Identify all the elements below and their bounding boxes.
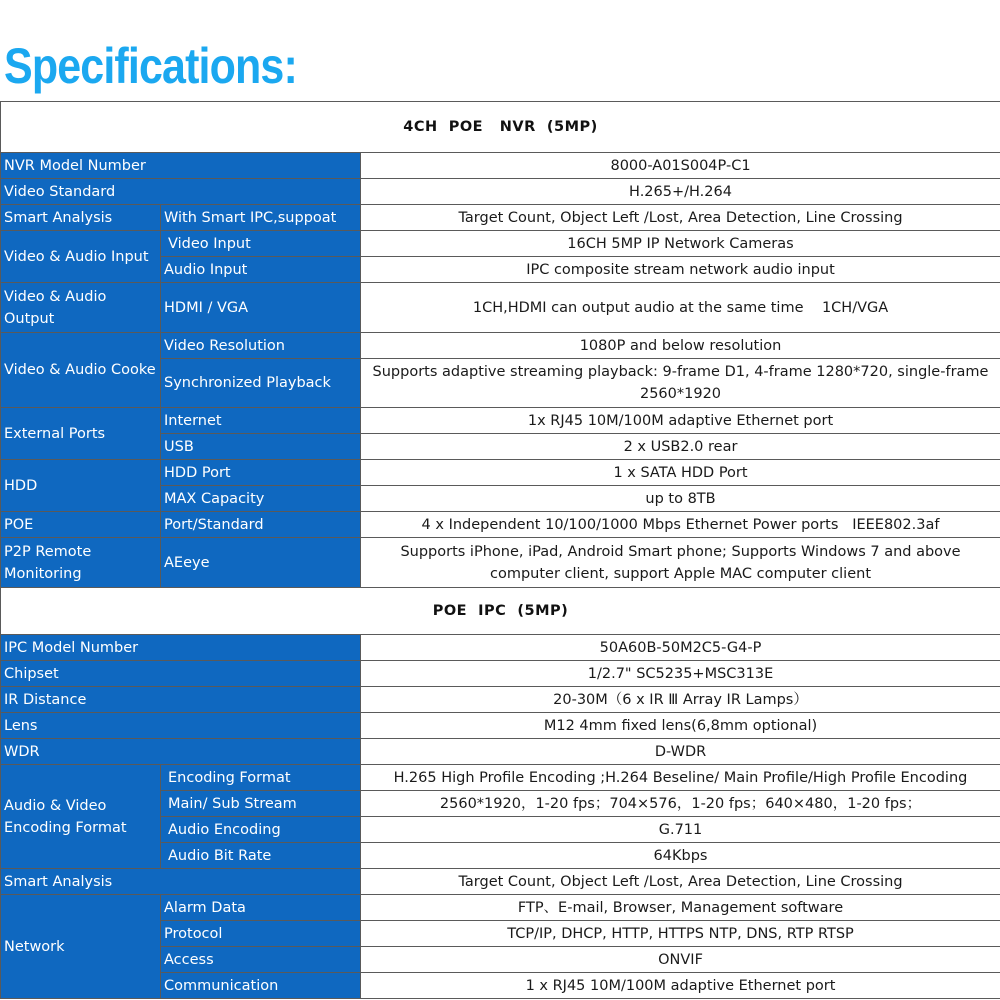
spec-value: 1x RJ45 10M/100M adaptive Ethernet port <box>361 408 1000 434</box>
page-title: Specifications: <box>4 38 297 94</box>
spec-sublabel: Audio Encoding <box>161 817 361 843</box>
spec-value: 1/2.7" SC5235+MSC313E <box>361 661 1000 687</box>
spec-value: 20-30M（6 x IR Ⅲ Array IR Lamps） <box>361 687 1000 713</box>
table-row <box>1 713 1000 739</box>
spec-label: WDR <box>1 739 361 765</box>
spec-label: Smart Analysis <box>1 869 361 895</box>
spec-label: External Ports <box>1 408 161 460</box>
spec-sublabel: Access <box>161 947 361 973</box>
spec-sublabel: HDMI / VGA <box>161 283 361 333</box>
spec-value: Target Count, Object Left /Lost, Area Detection, Line Crossing <box>361 205 1000 231</box>
spec-label: P2P Remote Monitoring <box>1 538 161 588</box>
spec-value: Supports adaptive streaming playback: 9-frame D1, 4-frame 1280*720, single-frame 2560*1920 <box>361 359 1000 408</box>
spec-sublabel: Port/Standard <box>161 512 361 538</box>
spec-sublabel: Alarm Data <box>161 895 361 921</box>
spec-label: Smart Analysis <box>1 205 161 231</box>
spec-label: NVR Model Number <box>1 153 361 179</box>
spec-label: Network <box>1 895 161 999</box>
spec-value: Target Count, Object Left /Lost, Area Detection, Line Crossing <box>361 869 1000 895</box>
section-header-ipc <box>1 588 1000 635</box>
spec-label: Video & Audio Output <box>1 283 161 333</box>
spec-sublabel: Protocol <box>161 921 361 947</box>
section-header-nvr <box>1 102 1000 153</box>
spec-value: 64Kbps <box>361 843 1000 869</box>
spec-value: D-WDR <box>361 739 1000 765</box>
spec-value: up to 8TB <box>361 486 1000 512</box>
spec-table <box>0 101 1000 999</box>
spec-label: POE <box>1 512 161 538</box>
table-row <box>1 538 1000 588</box>
table-row <box>1 283 1000 333</box>
table-row <box>1 869 1000 895</box>
spec-value: 2560*1920，1-20 fps；704×576，1-20 fps；640×480，1-20 fps； <box>361 791 1000 817</box>
spec-value: TCP/IP, DHCP, HTTP, HTTPS NTP, DNS, RTP RTSP <box>361 921 1000 947</box>
spec-sublabel: Audio Input <box>161 257 361 283</box>
table-row <box>1 739 1000 765</box>
spec-value: 16CH 5MP IP Network Cameras <box>361 231 1000 257</box>
spec-sublabel: Video Input <box>161 231 361 257</box>
table-row <box>1 635 1000 661</box>
table-row <box>1 687 1000 713</box>
spec-label: Chipset <box>1 661 361 687</box>
spec-sublabel: Audio Bit Rate <box>161 843 361 869</box>
spec-value: 1080P and below resolution <box>361 333 1000 359</box>
spec-sublabel: Main/ Sub Stream <box>161 791 361 817</box>
spec-sublabel: USB <box>161 434 361 460</box>
spec-label: Video & Audio Cooke <box>1 333 161 408</box>
spec-value: G.711 <box>361 817 1000 843</box>
section-title-ipc: POE IPC (5MP) <box>1 588 1000 635</box>
spec-label: Lens <box>1 713 361 739</box>
spec-value: H.265+/H.264 <box>361 179 1000 205</box>
table-row <box>1 765 1000 791</box>
table-row <box>1 408 1000 434</box>
table-row <box>1 460 1000 486</box>
spec-sublabel: Video Resolution <box>161 333 361 359</box>
spec-sublabel: Internet <box>161 408 361 434</box>
table-row <box>1 333 1000 359</box>
spec-value: FTP、E-mail, Browser, Management software <box>361 895 1000 921</box>
spec-sublabel: HDD Port <box>161 460 361 486</box>
spec-sublabel: Encoding Format <box>161 765 361 791</box>
spec-value: 2 x USB2.0 rear <box>361 434 1000 460</box>
spec-value: 1CH,HDMI can output audio at the same time 1CH/VGA <box>361 283 1000 333</box>
table-row <box>1 512 1000 538</box>
spec-value: Supports iPhone, iPad, Android Smart phone; Supports Windows 7 and above computer client, support Apple MAC computer client <box>361 538 1000 588</box>
spec-sublabel: Communication <box>161 973 361 999</box>
spec-sublabel: AEeye <box>161 538 361 588</box>
spec-sublabel: MAX Capacity <box>161 486 361 512</box>
spec-label: Video Standard <box>1 179 361 205</box>
table-row <box>1 205 1000 231</box>
spec-value: 1 x RJ45 10M/100M adaptive Ethernet port <box>361 973 1000 999</box>
spec-sublabel: With Smart IPC,suppoat <box>161 205 361 231</box>
spec-value: 8000-A01S004P-C1 <box>361 153 1000 179</box>
table-row <box>1 179 1000 205</box>
spec-value: H.265 High Profile Encoding ;H.264 Beseline/ Main Profile/High Profile Encoding <box>361 765 1000 791</box>
spec-value: 4 x Independent 10/100/1000 Mbps Ethernet Power ports IEEE802.3af <box>361 512 1000 538</box>
spec-label: Video & Audio Input <box>1 231 161 283</box>
spec-label: IR Distance <box>1 687 361 713</box>
spec-value: IPC composite stream network audio input <box>361 257 1000 283</box>
table-row <box>1 153 1000 179</box>
spec-sublabel: Synchronized Playback <box>161 359 361 408</box>
table-row <box>1 895 1000 921</box>
spec-label: Audio & Video Encoding Format <box>1 765 161 869</box>
spec-value: M12 4mm fixed lens(6,8mm optional) <box>361 713 1000 739</box>
section-title-nvr: 4CH POE NVR (5MP) <box>1 102 1000 153</box>
spec-label: IPC Model Number <box>1 635 361 661</box>
table-row <box>1 661 1000 687</box>
spec-value: ONVIF <box>361 947 1000 973</box>
table-row <box>1 231 1000 257</box>
spec-value: 1 x SATA HDD Port <box>361 460 1000 486</box>
spec-value: 50A60B-50M2C5-G4-P <box>361 635 1000 661</box>
spec-label: HDD <box>1 460 161 512</box>
